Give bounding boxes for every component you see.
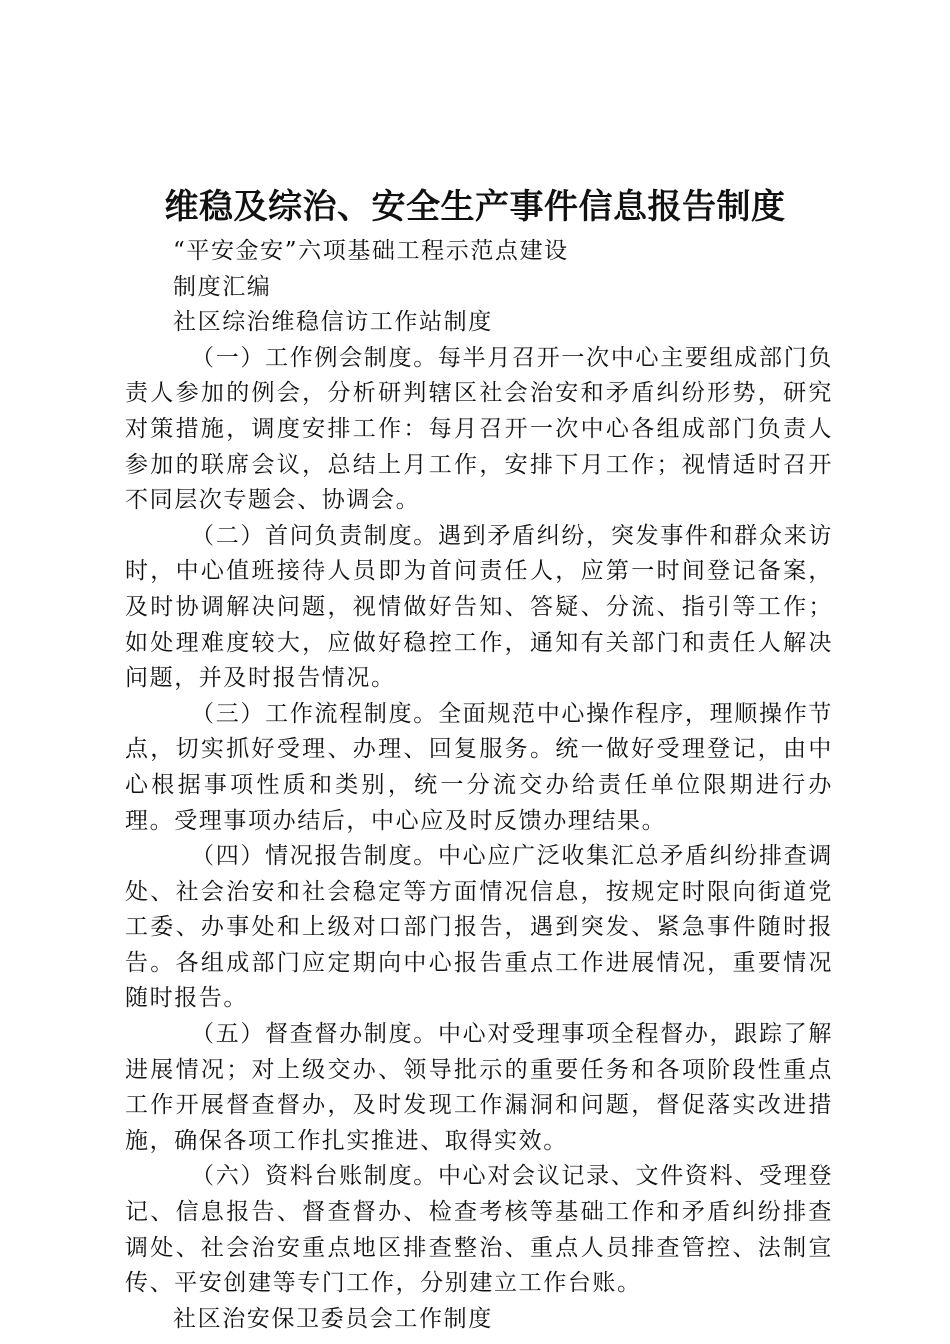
subtitle-line-2: 制度汇编 (173, 273, 272, 300)
paragraph-6: （六）资料台账制度。中心对会议记录、文件资料、受理登记、信息报告、督查督办、检查考核等基础工作和矛盾纠纷排查调处、社会治安重点地区排查整治、重点人员排查管控、法制宣传、平安创建等专门工作，分别建立工作台账。 (125, 1163, 833, 1297)
paragraph-3: （三）工作流程制度。全面规范中心操作程序，理顺操作节点，切实抓好受理、办理、回复服务。统一做好受理登记，由中心根据事项性质和类别，统一分流交办给责任单位限期进行办理。受理事项办结后，中心应及时反馈办理结果。 (125, 700, 833, 834)
document-title: 维稳及综治、安全生产事件信息报告制度 (164, 187, 786, 227)
paragraph-2: （二）首问负责制度。遇到矛盾纠纷，突发事件和群众来访时，中心值班接待人员即为首问责任人，应第一时间登记备案，及时协调解决问题，视情做好告知、答疑、分流、指引等工作；如处理难度较大，应做好稳控工作，通知有关部门和责任人解决问题，并及时报告情况。 (125, 522, 833, 692)
paragraph-4: （四）情况报告制度。中心应广泛收集汇总矛盾纠纷排查调处、社会治安和社会稳定等方面情况信息，按规定时限向街道党工委、办事处和上级对口部门报告，遇到突发、紧急事件随时报告。各组成部门应定期向中心报告重点工作进展情况，重要情况随时报告。 (125, 843, 833, 1012)
subtitle-line-1: “平安金安”六项基础工程示范点建设 (173, 238, 569, 264)
paragraph-5: （五）督查督办制度。中心对受理事项全程督办，跟踪了解进展情况；对上级交办、领导批示的重要任务和各项阶段性重点工作开展督查督办，及时发现工作漏洞和问题，督促落实改进措施，确保各项工作扎实推进、取得实效。 (125, 1021, 833, 1154)
paragraph-1: （一）工作例会制度。每半月召开一次中心主要组成部门负责人参加的例会，分析研判辖区社会治安和矛盾纠纷形势，研究对策措施，调度安排工作：每月召开一次中心各组成部门负责人参加的联席会议，总结上月工作，安排下月工作；视情适时召开不同层次专题会、协调会。 (125, 344, 833, 514)
document-body (125, 234, 833, 1337)
section-heading-2: 社区治安保卫委员会工作制度 (173, 1305, 493, 1332)
section-heading-1: 社区综治维稳信访工作站制度 (173, 309, 493, 336)
